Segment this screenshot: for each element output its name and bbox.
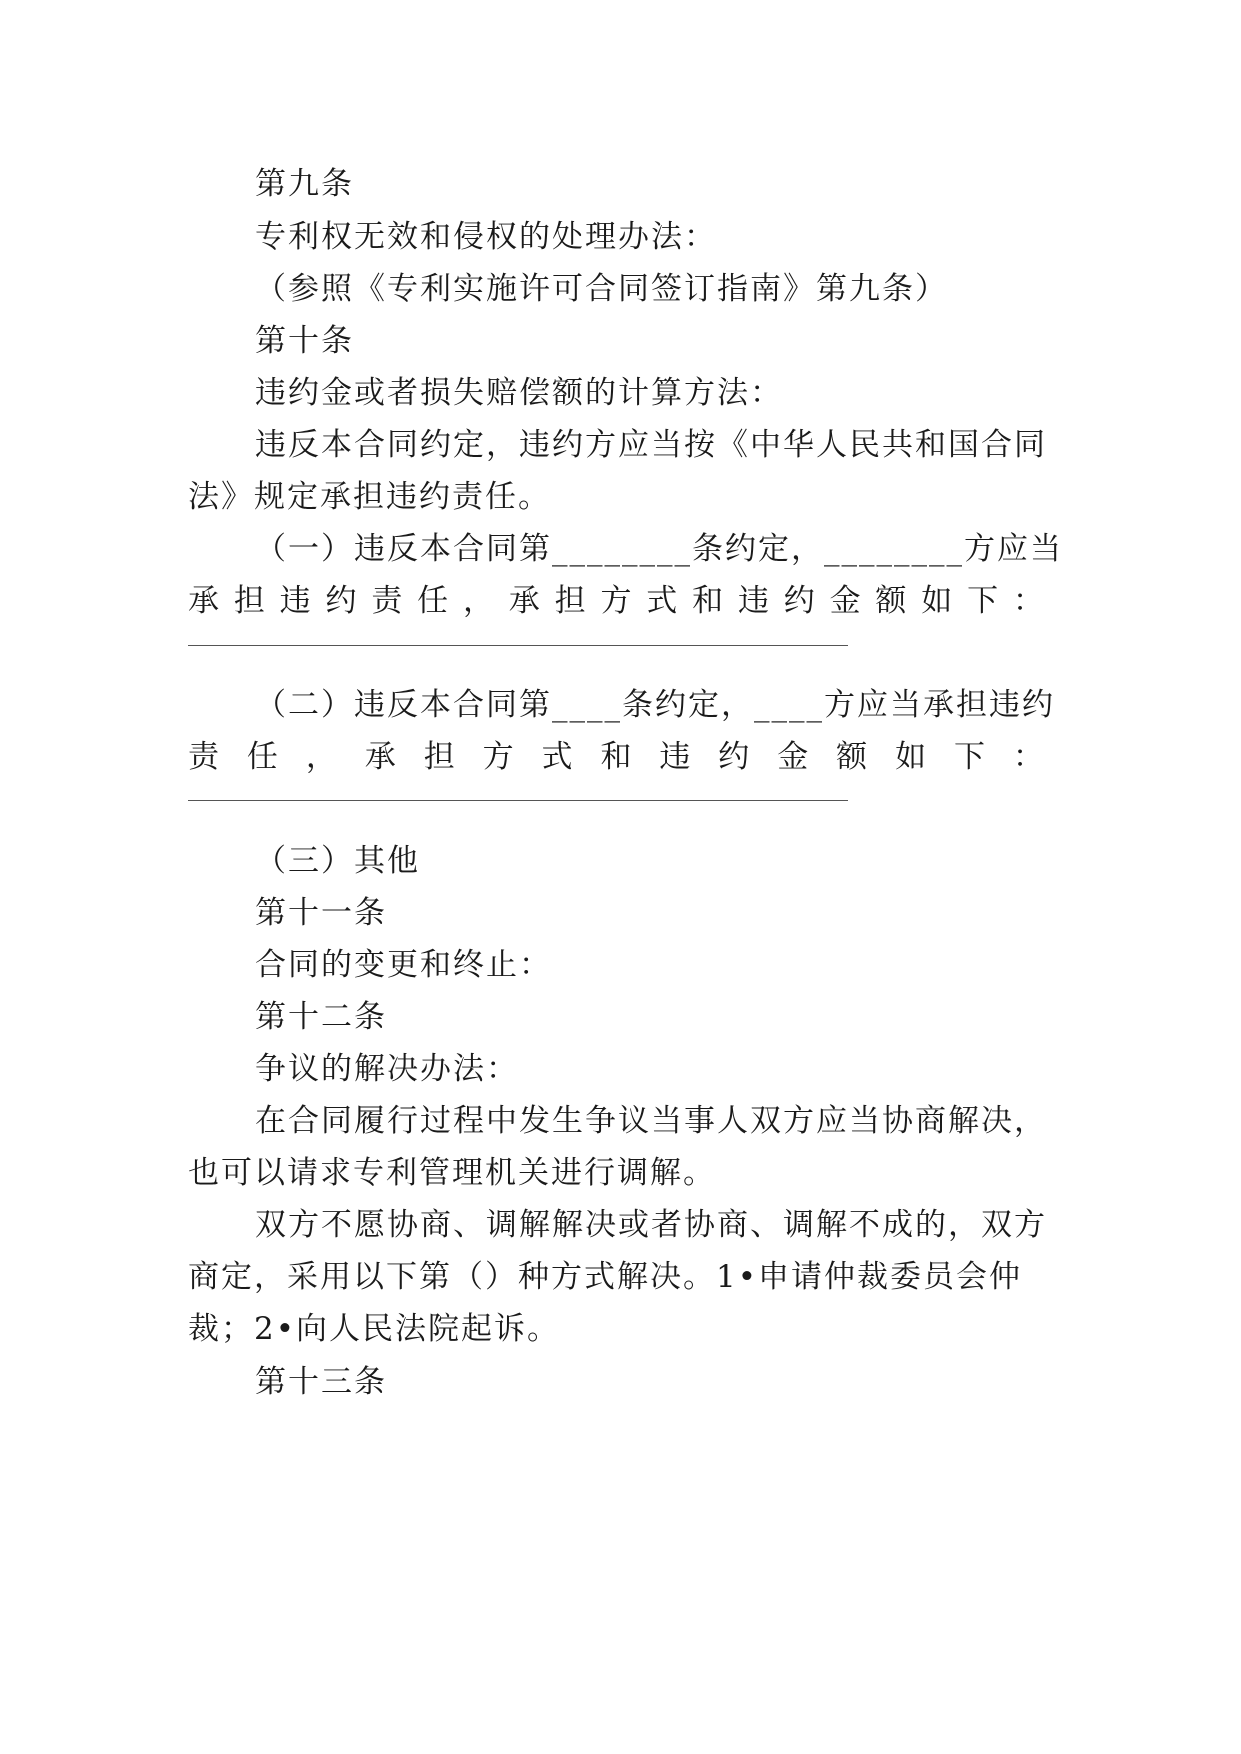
clause-1-fill-in-line bbox=[188, 645, 848, 646]
article-10-body-line1: 违反本合同约定，违约方应当按《中华人民共和国合同 bbox=[255, 427, 1047, 463]
clause-2-line2 bbox=[188, 737, 1044, 777]
justified-char: 担 bbox=[423, 739, 455, 775]
article-13-heading: 第十三条 bbox=[255, 1364, 387, 1400]
justified-char: 任 bbox=[417, 583, 449, 619]
justified-char: 违 bbox=[279, 583, 311, 619]
justified-char: 金 bbox=[777, 739, 809, 775]
justified-char: 下 bbox=[953, 739, 985, 775]
justified-char: 如 bbox=[895, 739, 927, 775]
justified-char: 额 bbox=[875, 583, 907, 619]
justified-char: 方 bbox=[600, 583, 632, 619]
justified-char: 和 bbox=[600, 739, 632, 775]
justified-char: 方 bbox=[482, 739, 514, 775]
article-11-heading: 第十一条 bbox=[255, 895, 387, 931]
article-12-heading: 第十二条 bbox=[255, 999, 387, 1035]
article-12-para2-line3: 裁；2•向人民法院起诉。 bbox=[188, 1311, 561, 1347]
article-10-title: 违约金或者损失赔偿额的计算方法： bbox=[255, 375, 783, 411]
article-12-para2-line2: 商定，采用以下第（）种方式解决。1•申请仲裁委员会仲 bbox=[188, 1259, 1023, 1295]
article-12-para1-line1: 在合同履行过程中发生争议当事人双方应当协商解决， bbox=[255, 1103, 1047, 1139]
justified-char: 式 bbox=[646, 583, 678, 619]
justified-char: 承 bbox=[188, 583, 219, 619]
justified-char: 约 bbox=[783, 583, 815, 619]
justified-char: 违 bbox=[737, 583, 769, 619]
clause-1-line1: （一）违反本合同第________条约定，________方应当 bbox=[255, 531, 1063, 567]
article-9-heading: 第九条 bbox=[255, 166, 354, 202]
clause-2-fill-in-line bbox=[188, 800, 848, 801]
article-12-para2-line1: 双方不愿协商、调解解决或者协商、调解不成的，双方 bbox=[255, 1207, 1047, 1243]
justified-char: 约 bbox=[718, 739, 750, 775]
clause-1-line2 bbox=[188, 581, 1044, 621]
clause-2-line1: （二）违反本合同第____条约定，____方应当承担违约 bbox=[255, 687, 1055, 723]
justified-char: 额 bbox=[836, 739, 868, 775]
justified-char: ， bbox=[462, 583, 494, 619]
justified-char: ： bbox=[1012, 739, 1044, 775]
justified-char: 如 bbox=[921, 583, 953, 619]
justified-char: ： bbox=[1012, 583, 1044, 619]
justified-char: 承 bbox=[508, 583, 540, 619]
article-12-para1-line2: 也可以请求专利管理机关进行调解。 bbox=[188, 1155, 716, 1191]
article-10-heading: 第十条 bbox=[255, 323, 354, 359]
article-10-body-line2: 法》规定承担违约责任。 bbox=[188, 479, 551, 515]
justified-char: 责 bbox=[188, 739, 219, 775]
justified-char: 担 bbox=[233, 583, 265, 619]
article-9-title: 专利权无效和侵权的处理办法： bbox=[255, 219, 717, 255]
article-11-title: 合同的变更和终止： bbox=[255, 947, 552, 983]
article-9-reference: （参照《专利实施许可合同签订指南》第九条） bbox=[255, 271, 948, 307]
justified-char: 任 bbox=[246, 739, 278, 775]
clause-3: （三）其他 bbox=[255, 843, 420, 879]
justified-char: 违 bbox=[659, 739, 691, 775]
justified-char: 下 bbox=[967, 583, 999, 619]
justified-char: 担 bbox=[554, 583, 586, 619]
justified-char: 金 bbox=[829, 583, 861, 619]
justified-char: 承 bbox=[364, 739, 396, 775]
justified-char: ， bbox=[305, 739, 337, 775]
justified-char: 约 bbox=[325, 583, 357, 619]
justified-char: 责 bbox=[371, 583, 403, 619]
justified-char: 式 bbox=[541, 739, 573, 775]
article-12-title: 争议的解决办法： bbox=[255, 1051, 519, 1087]
justified-char: 和 bbox=[692, 583, 724, 619]
